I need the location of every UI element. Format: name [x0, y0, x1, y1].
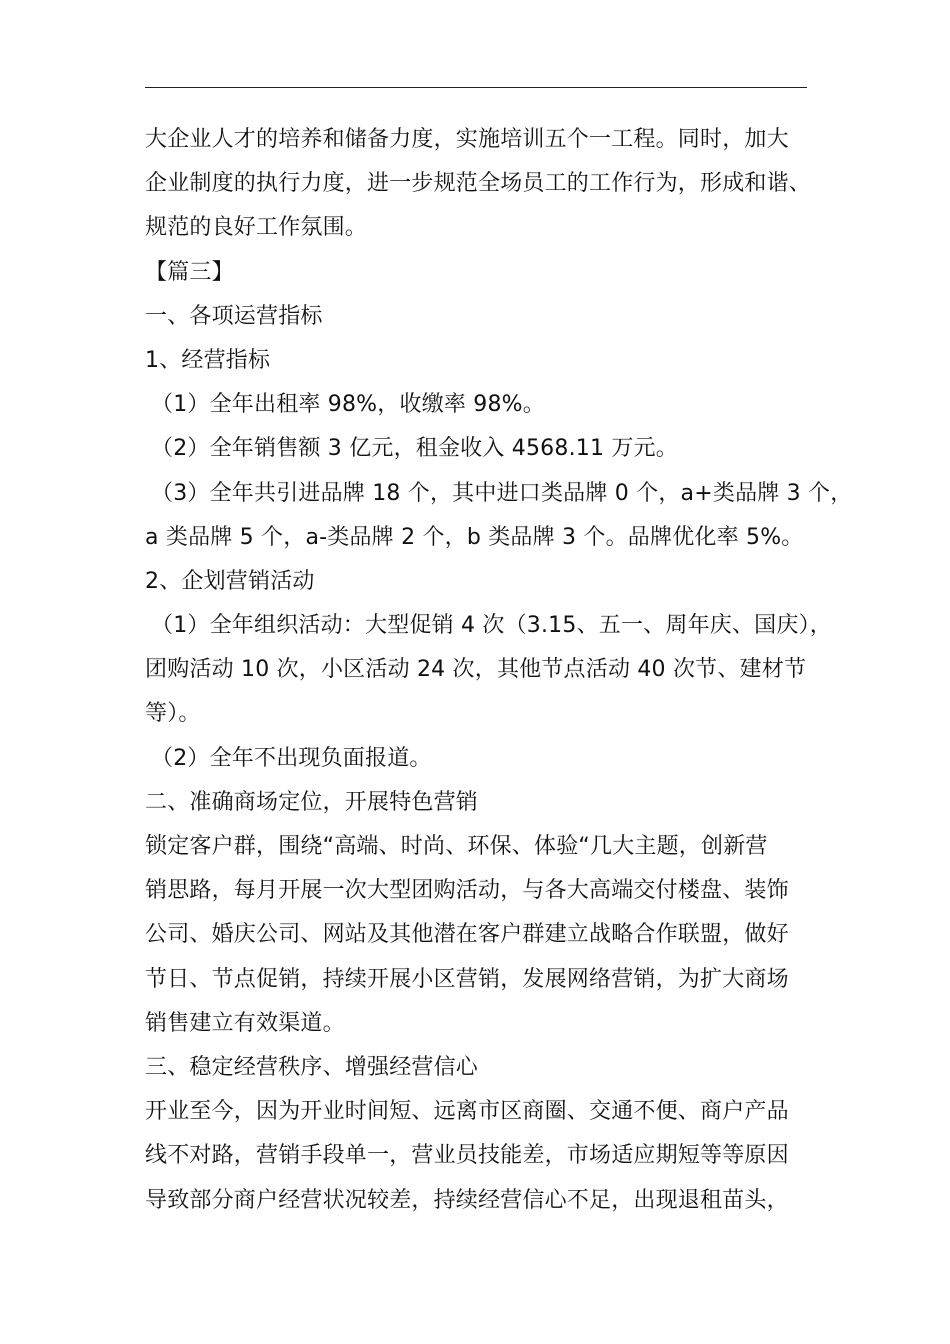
- text-line: 销售建立有效渠道。: [145, 1010, 345, 1036]
- text-line: 【篇三】: [145, 259, 234, 285]
- text-line: （3）全年共引进品牌 18 个，其中进口类品牌 0 个，a+类品牌 3 个，: [151, 480, 853, 506]
- text-line: 公司、婚庆公司、网站及其他潜在客户群建立战略合作联盟，做好: [145, 922, 789, 948]
- text-line: 线不对路，营销手段单一，营业员技能差，市场适应期短等等原因: [145, 1143, 789, 1169]
- text-line: 开业至今，因为开业时间短、远离市区商圈、交通不便、商户产品: [145, 1099, 789, 1125]
- text-line: 企业制度的执行力度，进一步规范全场员工的工作行为，形成和谐、: [145, 171, 812, 197]
- document-body: [145, 118, 853, 1223]
- text-line: 导致部分商户经营状况较差，持续经营信心不足，出现退租苗头，: [145, 1187, 789, 1213]
- text-line: （2）全年销售额 3 亿元，租金收入 4568.11 万元。: [151, 436, 678, 462]
- text-line: 规范的良好工作氛围。: [145, 215, 368, 241]
- text-line: 节日、节点促销，持续开展小区营销，发展网络营销，为扩大商场: [145, 966, 789, 992]
- text-line: 一、各项运营指标: [145, 303, 323, 329]
- text-line: 大企业人才的培养和储备力度，实施培训五个一工程。同时，加大: [145, 127, 789, 152]
- text-line: 2、企划营销活动: [145, 568, 315, 594]
- text-line: 等）。: [145, 701, 201, 727]
- text-line: 团购活动 10 次，小区活动 24 次，其他节点活动 40 次节、建材节: [145, 657, 807, 683]
- text-line: 三、稳定经营秩序、增强经营信心: [145, 1054, 479, 1080]
- text-line: （1）全年组织活动：大型促销 4 次（3.15、五一、周年庆、国庆），: [151, 613, 832, 639]
- text-line: 锁定客户群，围绕“高端、时尚、环保、体验“几大主题，创新营: [145, 834, 768, 859]
- text-line: 二、准确商场定位，开展特色营销: [145, 789, 479, 815]
- header-rule: [145, 87, 807, 88]
- text-line: （1）全年出租率 98%，收缴率 98%。: [151, 392, 545, 418]
- text-line: （2）全年不出现负面报道。: [151, 745, 432, 771]
- text-line: 1、经营指标: [145, 347, 271, 373]
- text-line: a 类品牌 5 个，a-类品牌 2 个，b 类品牌 3 个。品牌优化率 5%。: [145, 524, 804, 550]
- text-line: 销思路，每月开展一次大型团购活动，与各大高端交付楼盘、装饰: [145, 878, 789, 904]
